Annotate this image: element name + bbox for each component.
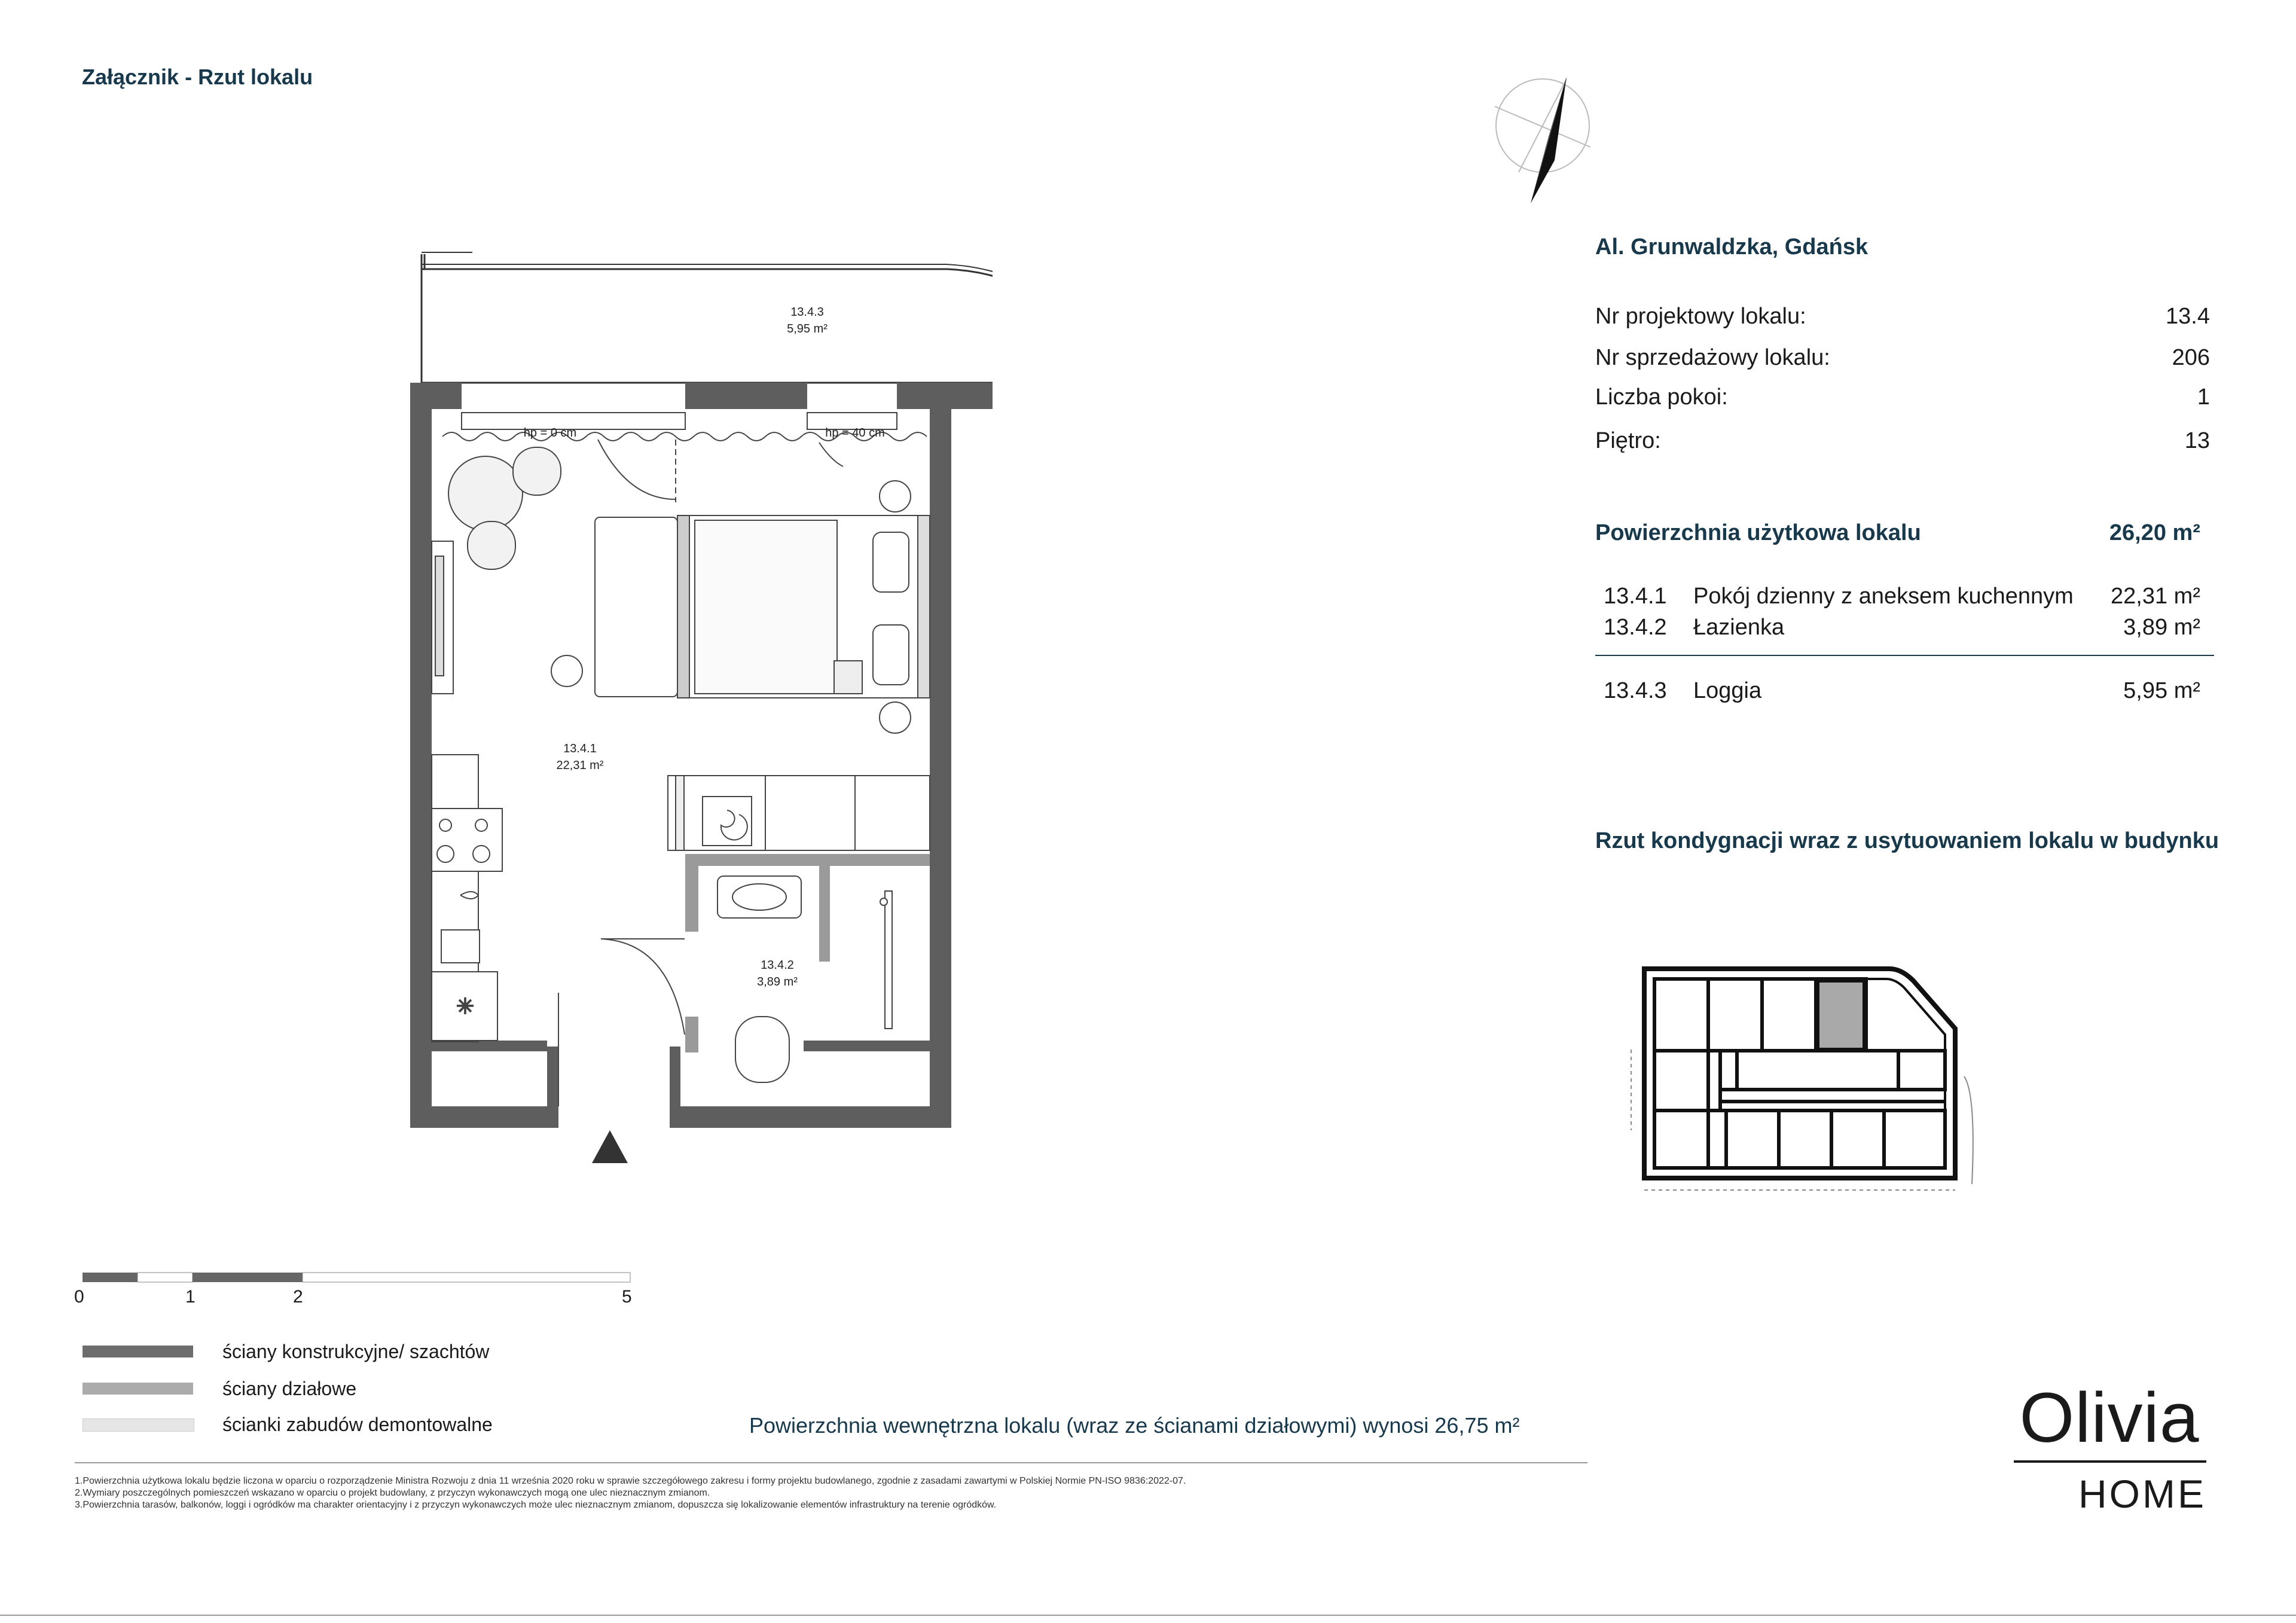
usable-area-value: 26,20 m²	[2109, 520, 2200, 545]
legend-swatch-structural	[83, 1346, 193, 1357]
room-area: 5,95 m²	[2123, 678, 2200, 703]
legend-label: ściany działowe	[222, 1378, 357, 1399]
footnote-rule	[75, 1462, 1587, 1463]
living-number: 13.4.1	[563, 742, 597, 755]
sill-height-left: hp = 0 cm	[523, 426, 577, 440]
footnote: 1.Powierzchnia użytkowa lokalu będzie liczona w oparciu o rozporządzenie Ministra Rozwoju z dnia 11 września 2020 roku w sprawie szczegółowego zakresu i formy projektu budowlanego, zgodnie z zasadami zawartymi w Polskiej Normie PN-ISO 9836:2022-07.	[75, 1476, 1186, 1486]
brand-logo-name: Olivia	[2019, 1378, 2200, 1457]
level-plan-title: Rzut kondygnacji wraz z usytuowaniem lokalu w budynku	[1595, 828, 2219, 853]
svg-text:✳: ✳	[456, 994, 475, 1018]
sill-height-right: hp = 40 cm	[825, 426, 885, 440]
room-area: 3,89 m²	[2123, 615, 2200, 640]
page-title: Załącznik - Rzut lokalu	[82, 65, 313, 89]
highlighted-unit	[1818, 981, 1864, 1050]
loggia	[422, 252, 993, 383]
rooms-divider	[1595, 655, 2214, 656]
bathroom-fixtures	[718, 876, 892, 1082]
wardrobe	[668, 776, 930, 850]
building-level-plan	[1620, 945, 1991, 1208]
room-name: Loggia	[1693, 678, 1762, 703]
rooms-count-label: Liczba pokoi:	[1595, 385, 1728, 410]
kitchenette	[432, 755, 502, 1042]
usable-area-title: Powierzchnia użytkowa lokalu	[1595, 520, 1921, 545]
rooms-count-value: 1	[2197, 385, 2210, 410]
scale-bar	[78, 1268, 646, 1310]
bed-sofa	[551, 481, 930, 733]
sales-number-label: Nr sprzedażowy lokalu:	[1595, 345, 1830, 370]
scale-tick: 2	[293, 1287, 303, 1307]
compass-icon	[1483, 71, 1602, 208]
sales-number-value: 206	[2172, 345, 2210, 370]
legend-swatch-partition	[83, 1383, 193, 1395]
brand-logo-line	[2014, 1460, 2206, 1463]
loggia-number: 13.4.3	[790, 306, 824, 319]
scale-tick: 1	[185, 1287, 196, 1307]
total-area-text: Powierzchnia wewnętrzna lokalu (wraz ze ścianami działowymi) wynosi 26,75 m²	[749, 1413, 1520, 1438]
footnote: 3.Powierzchnia tarasów, balkonów, loggi i ogródków ma charakter orientacyjny i z przyczyn wykonawczych może ulec nieznacznym zmianom, dopuszcza się lokalizowanie elementów infrastruktury na terenie ogródków.	[75, 1500, 997, 1510]
floor-plan	[395, 239, 993, 1184]
address: Al. Grunwaldzka, Gdańsk	[1595, 234, 1868, 260]
floor-label: Piętro:	[1595, 428, 1661, 453]
project-number-value: 13.4	[2166, 304, 2210, 329]
page-bottom-edge	[0, 1615, 2296, 1616]
dining-set	[448, 447, 561, 569]
bath-area: 3,89 m²	[757, 975, 798, 989]
tv-unit	[432, 541, 453, 694]
scale-tick: 0	[74, 1287, 84, 1307]
brand-logo-sub: HOME	[2078, 1472, 2206, 1516]
legend-label: ścianki zabudów demontowalne	[222, 1414, 493, 1435]
room-number: 13.4.1	[1604, 584, 1667, 609]
loggia-area: 5,95 m²	[787, 322, 828, 335]
room-name: Pokój dzienny z aneksem kuchennym	[1693, 584, 2074, 609]
project-number-label: Nr projektowy lokalu:	[1595, 304, 1806, 329]
floor-value: 13	[2184, 428, 2210, 453]
entrance-marker-icon	[592, 1130, 628, 1163]
footnote: 2.Wymiary poszczególnych pomieszczeń wskazano w oparciu o projekt budowlany, z przyczyn wykonawczych mogą one ulec nieznacznym zmianom.	[75, 1488, 710, 1498]
room-name: Łazienka	[1693, 615, 1785, 640]
bath-number: 13.4.2	[761, 959, 794, 972]
room-area: 22,31 m²	[2111, 584, 2200, 609]
room-number: 13.4.3	[1604, 678, 1667, 703]
legend-swatch-removable	[83, 1418, 194, 1432]
legend-label: ściany konstrukcyjne/ szachtów	[222, 1341, 490, 1362]
living-area: 22,31 m²	[556, 759, 604, 772]
scale-tick: 5	[622, 1287, 632, 1307]
room-number: 13.4.2	[1604, 615, 1667, 640]
